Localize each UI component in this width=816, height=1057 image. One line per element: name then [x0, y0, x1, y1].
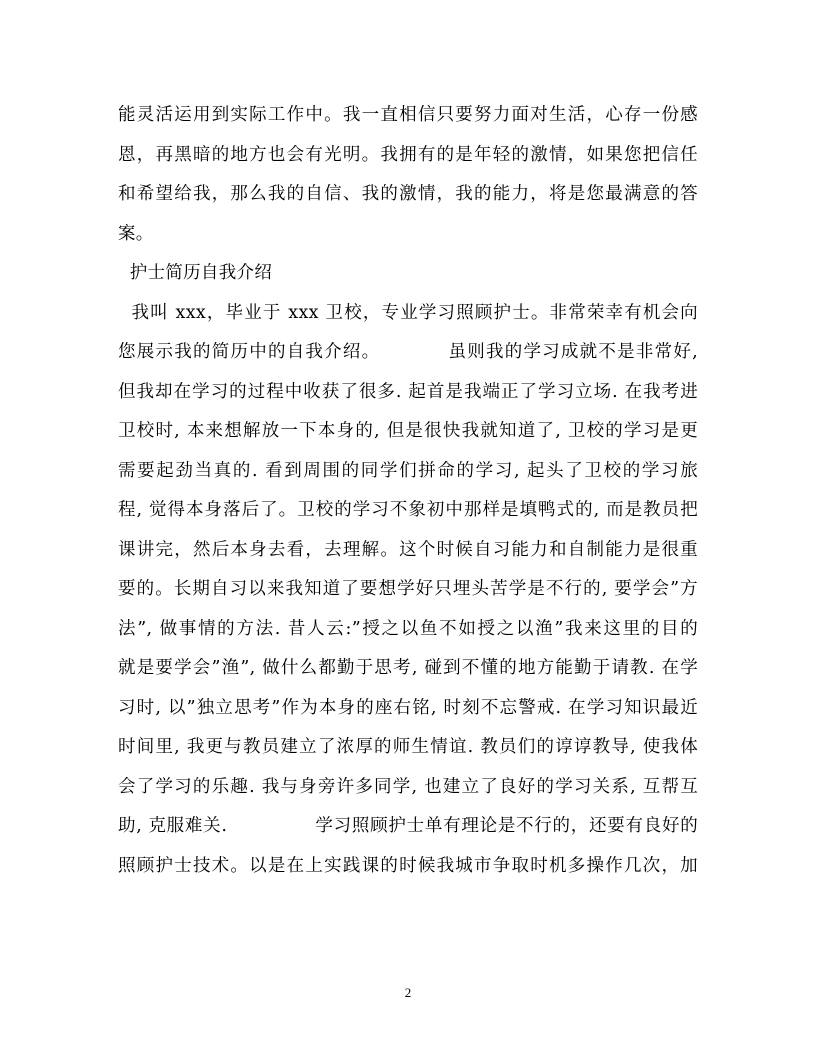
text-line: 护士简历自我介绍 [118, 263, 273, 283]
text-line: 恩，再黑暗的地方也会有光明。我拥有的是年轻的激情，如果您把信任 [118, 144, 698, 165]
text-line: 习时, 以”独立思考”作为本身的座右铭, 时刻不忘警戒. 在学习知识最近 [118, 697, 698, 718]
text-line: 课讲完，然后本身去看，去理解。这个时候自习能力和自制能力是很重 [118, 539, 698, 560]
text-line: 和希望给我，那么我的自信、我的激情，我的能力，将是您最满意的答 [118, 184, 698, 204]
text-line: 能灵活运用到实际工作中。我一直相信只要努力面对生活，心存一份感 [118, 105, 698, 125]
text-line: 但我却在学习的过程中收获了很多. 起首是我端正了学习立场. 在我考进 [118, 381, 698, 402]
text-line: 时间里, 我更与教员建立了浓厚的师生情谊. 教员们的谆谆教导, 使我体 [118, 737, 698, 757]
text-line: 要的。长期自习以来我知道了要想学好只埋头苦学是不行的, 要学会”方 [118, 579, 698, 599]
text-line: 助, 克服难关. 学习照顾护士单有理论是不行的，还要有良好的 [118, 816, 698, 836]
text-line: 程, 觉得本身落后了。卫校的学习不象初中那样是填鸭式的, 而是教员把 [118, 500, 698, 520]
text-line: 会了学习的乐趣. 我与身旁许多同学, 也建立了良好的学习关系, 互帮互 [118, 776, 698, 797]
text-line: 卫校时, 本来想解放一下本身的, 但是很快我就知道了, 卫校的学习是更 [118, 421, 698, 441]
page-number: 2 [404, 985, 412, 1000]
body-text [118, 96, 698, 886]
text-line: 您展示我的简历中的自我介绍。 虽则我的学习成就不是非常好, [118, 342, 698, 362]
text-line: 我叫 xxx，毕业于 xxx 卫校，专业学习照顾护士。非常荣幸有机会向 [118, 302, 698, 323]
text-line: 照顾护士技术。以是在上实践课的时候我城市争取时机多操作几次，加 [118, 855, 698, 876]
text-line: 案。 [118, 223, 154, 244]
text-line: 需要起劲当真的. 看到周围的同学们拼命的学习, 起头了卫校的学习旅 [118, 460, 698, 481]
text-line: 法”, 做事情的方法. 昔人云:”授之以鱼不如授之以渔”我来这里的目的 [118, 618, 698, 639]
text-line: 就是要学会”渔”, 做什么都勤于思考, 碰到不懂的地方能勤于请教. 在学 [118, 658, 698, 678]
